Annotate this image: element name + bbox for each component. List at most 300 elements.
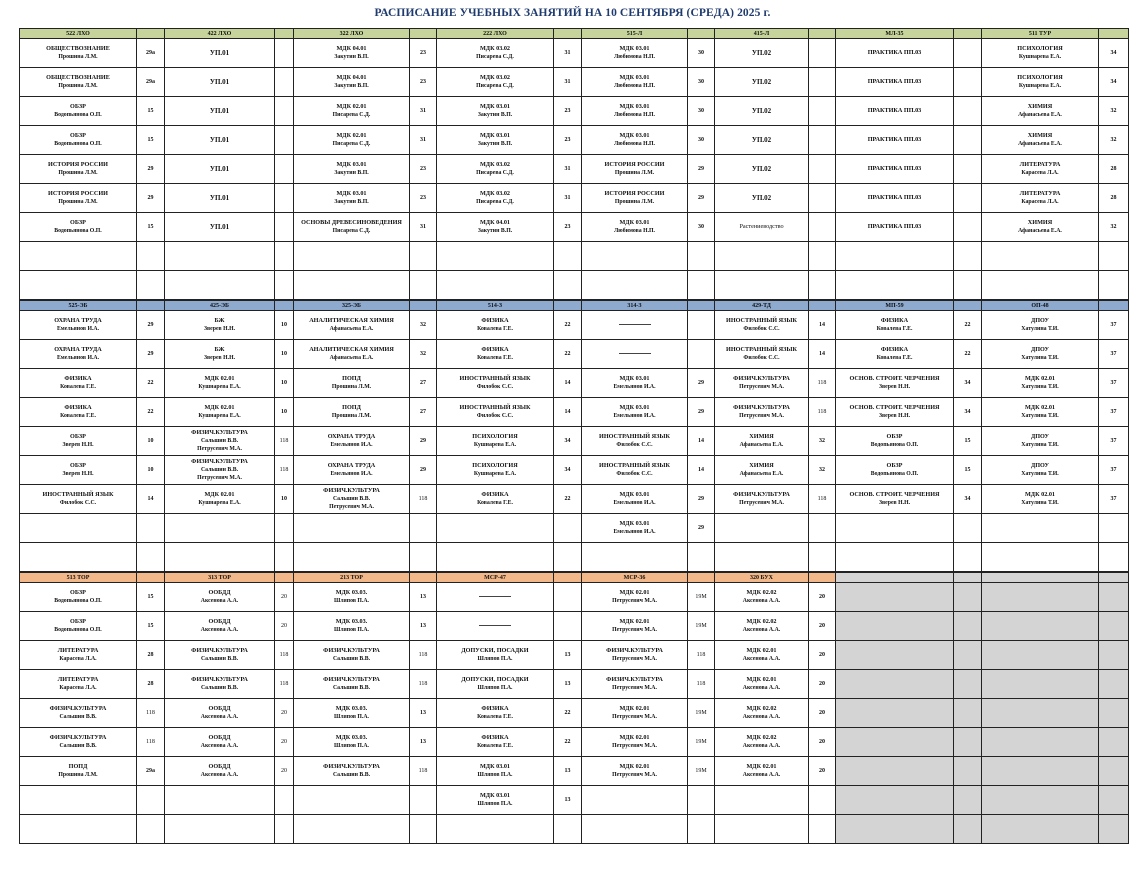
room-cell [554,311,582,340]
subject-name: УП.01 [209,107,230,115]
lesson-cell [982,641,1099,670]
teacher-name: Зверев Н.Н. [203,326,236,332]
lesson-cell [294,612,410,641]
group-header-room [809,573,836,583]
lesson-cell [294,97,410,126]
lesson-cell [582,271,688,300]
lesson-cell [715,485,809,514]
room-cell [954,369,982,398]
subject-name: ОБЗР [886,433,903,440]
lesson-row [20,398,1129,427]
teacher-name: Карасева Л.А. [59,685,97,691]
lesson-cell [165,815,275,844]
teacher-name: Петрусевич М.А. [739,500,784,506]
subject-name: МДК 03.01 [619,74,650,81]
room-number: 20 [819,594,825,600]
room-cell [954,39,982,68]
teacher-name: Любимова Н.П. [613,54,655,60]
room-cell [1099,155,1129,184]
subject-name: МДК 02.01 [1024,491,1056,498]
room-cell [275,398,294,427]
teacher-name: Прошина Л.М. [58,199,98,205]
subject-name: ФИЗИЧ.КУЛЬТУРА [323,487,380,494]
teacher-name: Аксенова А.А. [200,598,239,604]
subject-name: МДК 03.03. [335,618,368,625]
lesson-cell [20,456,137,485]
subject-name: ООБДД [208,734,231,741]
teacher-name: Прошина Л.М. [58,83,98,89]
room-cell [137,97,165,126]
teacher-name: Филобок С.С. [59,500,97,506]
lesson-cell [982,427,1099,456]
room-cell [410,670,437,699]
room-number: 27 [420,409,426,415]
room-number: 20 [281,739,287,745]
room-number: 14 [564,380,571,386]
room-cell [137,427,165,456]
teacher-name: Аксенова А.А. [742,714,781,720]
room-number: 118 [279,438,289,444]
room-cell [1099,68,1129,97]
subject-name: ИНОСТРАННЫЙ ЯЗЫК [42,491,114,498]
lesson-cell [982,242,1099,271]
group-header: 425-ЭБ [165,301,275,311]
subject-name: МДК 02.01 [746,647,777,654]
lesson-row [20,311,1129,340]
group-header: МЛ-35 [836,29,954,39]
subject-name: ОХРАНА ТРУДА [327,462,376,469]
room-cell [688,126,715,155]
room-number: 20 [281,768,287,774]
room-number: 10 [281,496,287,502]
lesson-cell [437,271,554,300]
group-header: 513 ТОР [20,573,137,583]
room-cell [954,815,982,844]
lesson-cell [437,398,554,427]
room-number: 37 [1110,467,1117,473]
lesson-cell [582,184,688,213]
lesson-cell [165,97,275,126]
lesson-cell [165,184,275,213]
subject-name: МДК 02.01 [619,763,650,770]
room-number: 118 [418,681,428,687]
group-header-row [20,573,1129,583]
teacher-name: Ковалева Г.Е. [477,355,513,361]
room-number: 20 [819,652,825,658]
room-cell [954,543,982,572]
lesson-cell [715,456,809,485]
room-cell [275,583,294,612]
room-number: 13 [564,797,571,803]
lesson-cell [294,670,410,699]
subject-name: ФИЗИЧ.КУЛЬТУРА [606,647,663,654]
room-cell [137,271,165,300]
subject-name: МДК 03.02 [479,74,511,81]
room-cell [554,97,582,126]
room-cell [688,612,715,641]
room-cell [410,514,437,543]
teacher-name: Шляпов П.А. [333,714,370,720]
lesson-cell [20,514,137,543]
teacher-name: Писарева С.Д. [332,141,371,147]
lesson-cell [20,271,137,300]
lesson-cell [715,728,809,757]
room-cell [954,126,982,155]
room-cell [410,583,437,612]
teacher-name: Петрусевич М.А. [329,504,374,510]
room-cell [275,728,294,757]
lesson-cell [715,242,809,271]
subject-name: УП.02 [751,165,772,173]
lesson-row [20,699,1129,728]
subject-name: БЖ [214,346,225,353]
room-cell [688,514,715,543]
teacher-name: Ковалева Г.Е. [477,714,513,720]
lesson-cell [582,97,688,126]
lesson-cell [836,786,954,815]
subject-name: ОБЗР [70,589,86,596]
subject-name: МДК 03.02 [479,161,511,168]
subject-name: УП.02 [751,194,772,202]
room-number: 28 [147,652,154,658]
room-cell [954,583,982,612]
room-cell [1099,242,1129,271]
lesson-cell [294,456,410,485]
teacher-name: Шляпов П.А. [333,627,370,633]
room-cell [1099,786,1129,815]
lesson-cell [20,369,137,398]
lesson-cell [437,213,554,242]
room-number: 23 [564,108,571,114]
room-number: 15 [147,108,154,114]
subject-name: МДК 03.01 [619,375,650,382]
subject-name: ФИЗИЧ.КУЛЬТУРА [191,647,248,654]
subject-name: ИСТОРИЯ РОССИИ [604,161,665,168]
subject-name: МДК 02.01 [336,103,367,110]
subject-name: МДК 02.01 [1024,375,1056,382]
subject-name: УП.02 [751,107,772,115]
subject-name: МДК 03.01 [619,132,650,139]
lesson-row [20,340,1129,369]
lesson-cell [982,456,1099,485]
room-cell [954,242,982,271]
subject-name: ОБЗР [70,219,86,226]
lesson-cell [582,815,688,844]
room-number: 13 [420,594,426,600]
teacher-name: Емельянов И.А. [56,326,100,332]
room-cell [275,699,294,728]
room-cell [554,485,582,514]
subject-name: ФИЗИЧ.КУЛЬТУРА [49,705,107,712]
lesson-cell [582,728,688,757]
room-number: 34 [564,438,571,444]
room-cell [688,641,715,670]
room-cell [954,155,982,184]
room-number: 13 [420,623,426,629]
teacher-name: Закутин В.П. [334,170,369,176]
teacher-name: Сальшин В.В. [200,438,239,444]
subject-name: УП.02 [751,49,772,57]
lesson-cell [582,68,688,97]
lesson-cell [20,670,137,699]
room-cell [137,485,165,514]
room-cell [1099,757,1129,786]
teacher-name: Писарева С.Д. [476,54,514,60]
lesson-cell [294,699,410,728]
room-cell [137,242,165,271]
room-number: 19М [695,739,707,745]
room-number: 29а [146,768,155,774]
room-number: 22 [564,739,571,745]
group-header-room [275,29,294,39]
teacher-name: Сальшин В.В. [332,496,371,502]
lesson-cell [165,786,275,815]
subject-name: ЛИТЕРАТУРА [1019,161,1061,168]
lesson-cell [20,126,137,155]
lesson-cell [165,485,275,514]
room-cell [688,398,715,427]
room-cell [954,68,982,97]
room-cell [688,757,715,786]
subject-name: МДК 03.01 [619,45,650,52]
subject-name: ОБЩЕСТВОЗНАНИЕ [46,74,110,81]
room-cell [554,612,582,641]
lesson-row [20,786,1129,815]
room-cell [688,670,715,699]
room-cell [275,427,294,456]
room-cell [1099,543,1129,572]
group-header: 313 ТОР [165,573,275,583]
lesson-cell [582,641,688,670]
lesson-cell [836,184,954,213]
lesson-row [20,126,1129,155]
room-cell [809,97,836,126]
room-cell [688,155,715,184]
subject-name: МДК 03.01 [479,763,511,770]
room-cell [954,757,982,786]
room-cell [410,485,437,514]
lesson-row [20,97,1129,126]
room-cell [275,39,294,68]
lesson-cell [982,340,1099,369]
room-cell [1099,456,1129,485]
teacher-name: Закутин В.П. [477,228,513,234]
room-number: 10 [281,351,287,357]
lesson-cell [294,68,410,97]
lesson-cell [982,369,1099,398]
room-cell [954,213,982,242]
lesson-cell [437,97,554,126]
room-cell [809,271,836,300]
room-number: 32 [420,351,426,357]
group-header-room [275,301,294,311]
room-number: 10 [147,438,154,444]
lesson-cell [715,369,809,398]
empty-lesson-dash [479,596,511,597]
room-cell [275,126,294,155]
subject-name: ПОПД [342,375,361,382]
room-cell [688,39,715,68]
room-number: 22 [564,322,571,328]
room-cell [137,184,165,213]
teacher-name: Афанасьева Е.А. [1018,228,1062,234]
room-number: 14 [698,467,704,473]
subject-name: МДК 03.02 [479,45,511,52]
teacher-name: Зверев Н.Н. [62,471,94,477]
room-cell [410,699,437,728]
lesson-cell [582,583,688,612]
teacher-name: Ковалева Г.Е. [477,326,513,332]
room-number: 15 [147,594,154,600]
lesson-cell [165,514,275,543]
lesson-cell [294,728,410,757]
lesson-cell [582,126,688,155]
room-cell [809,514,836,543]
room-cell [410,126,437,155]
room-number: 118 [418,768,428,774]
teacher-name: Хатулина Т.И. [1021,442,1059,448]
teacher-name: Ковалева Г.Е. [876,326,913,332]
room-cell [410,456,437,485]
group-header-room [554,29,582,39]
lesson-cell [294,514,410,543]
lesson-cell [582,427,688,456]
room-number: 31 [564,195,571,201]
room-number: 13 [420,710,426,716]
room-cell [1099,213,1129,242]
subject-name: ФИЗИЧ.КУЛЬТУРА [191,458,248,465]
teacher-name: Сальшин В.В. [200,656,239,662]
room-cell [410,271,437,300]
lesson-row [20,184,1129,213]
room-cell [809,68,836,97]
lesson-cell [982,583,1099,612]
room-number: 10 [147,467,154,473]
lesson-cell [836,126,954,155]
room-number: 23 [420,79,426,85]
room-number: 23 [564,224,571,230]
subject-name: МДК 03.01 [619,491,650,498]
teacher-name: Карасева Л.А. [1021,170,1059,176]
subject-name: ПРАКТИКА ПП.03 [867,194,922,201]
lesson-cell [982,815,1099,844]
teacher-name: Прошина Л.М. [58,772,98,778]
room-number: 31 [564,50,571,56]
lesson-cell [294,213,410,242]
room-number: 22 [147,409,154,415]
room-cell [1099,271,1129,300]
subject-name: ФИЗИКА [481,346,509,353]
room-cell [137,126,165,155]
room-number: 118 [817,409,827,415]
group-header: 222 ЛХО [437,29,554,39]
room-cell [809,728,836,757]
teacher-name: Кушнарева Е.А. [198,384,241,390]
subject-name: ХИМИЯ [1027,103,1053,110]
lesson-cell [165,213,275,242]
lesson-cell [20,155,137,184]
subject-name: АНАЛИТИЧЕСКАЯ ХИМИЯ [309,317,394,324]
subject-name: ХИМИЯ [749,433,774,440]
subject-name: УП.01 [209,223,230,231]
lesson-cell [715,39,809,68]
room-cell [809,242,836,271]
room-cell [275,786,294,815]
lesson-cell [715,184,809,213]
room-number: 20 [819,768,825,774]
room-number: 31 [420,137,426,143]
subject-name: ФИЗИЧ.КУЛЬТУРА [733,404,790,411]
teacher-name: Филобок С.С. [616,442,653,448]
subject-name: УП.01 [209,165,230,173]
subject-name: ОБЗР [886,462,903,469]
lesson-cell [437,485,554,514]
lesson-cell [582,369,688,398]
lesson-cell [294,427,410,456]
room-cell [809,311,836,340]
subject-name: ДПОУ [1030,462,1050,469]
subject-name: ХИМИЯ [1027,219,1053,226]
lesson-cell [437,728,554,757]
teacher-name: Водопьянова О.П. [870,471,919,477]
room-cell [137,340,165,369]
room-cell [275,543,294,572]
teacher-name: Емельянов И.А. [330,442,373,448]
lesson-cell [165,543,275,572]
subject-name: ПРАКТИКА ПП.03 [867,165,922,172]
teacher-name: Филобок С.С. [476,413,514,419]
room-cell [809,427,836,456]
room-number: 31 [564,79,571,85]
teacher-name: Филобок С.С. [743,355,780,361]
lesson-cell [437,68,554,97]
group-header: МП-59 [836,301,954,311]
teacher-name: Емельянов И.А. [613,500,656,506]
subject-name: МДК 02.02 [746,734,777,741]
subject-name: ОХРАНА ТРУДА [327,433,376,440]
room-cell [1099,699,1129,728]
lesson-cell [836,97,954,126]
teacher-name: Аксенова А.А. [742,598,781,604]
lesson-cell [715,68,809,97]
lesson-cell [165,456,275,485]
room-cell [275,612,294,641]
subject-name: ДПОУ [1030,317,1050,324]
lesson-cell [982,728,1099,757]
lesson-cell [715,815,809,844]
subject-name: ООБДД [208,618,231,625]
subject-name: МДК 02.01 [619,589,650,596]
lesson-row [20,612,1129,641]
lesson-cell [836,155,954,184]
teacher-name: Аксенова А.А. [200,772,239,778]
group-header-room [809,29,836,39]
lesson-cell [294,271,410,300]
room-cell [410,398,437,427]
lesson-cell [982,311,1099,340]
subject-name: ПСИХОЛОГИЯ [472,433,518,440]
lesson-row [20,68,1129,97]
room-number: 10 [281,409,287,415]
teacher-name: Емельянов И.А. [56,355,100,361]
room-number: 22 [964,351,971,357]
group-header-room [410,573,437,583]
lesson-cell [982,670,1099,699]
lesson-cell [20,728,137,757]
lesson-row [20,271,1129,300]
teacher-name: Хатулина Т.И. [1021,413,1059,419]
lesson-cell [715,514,809,543]
